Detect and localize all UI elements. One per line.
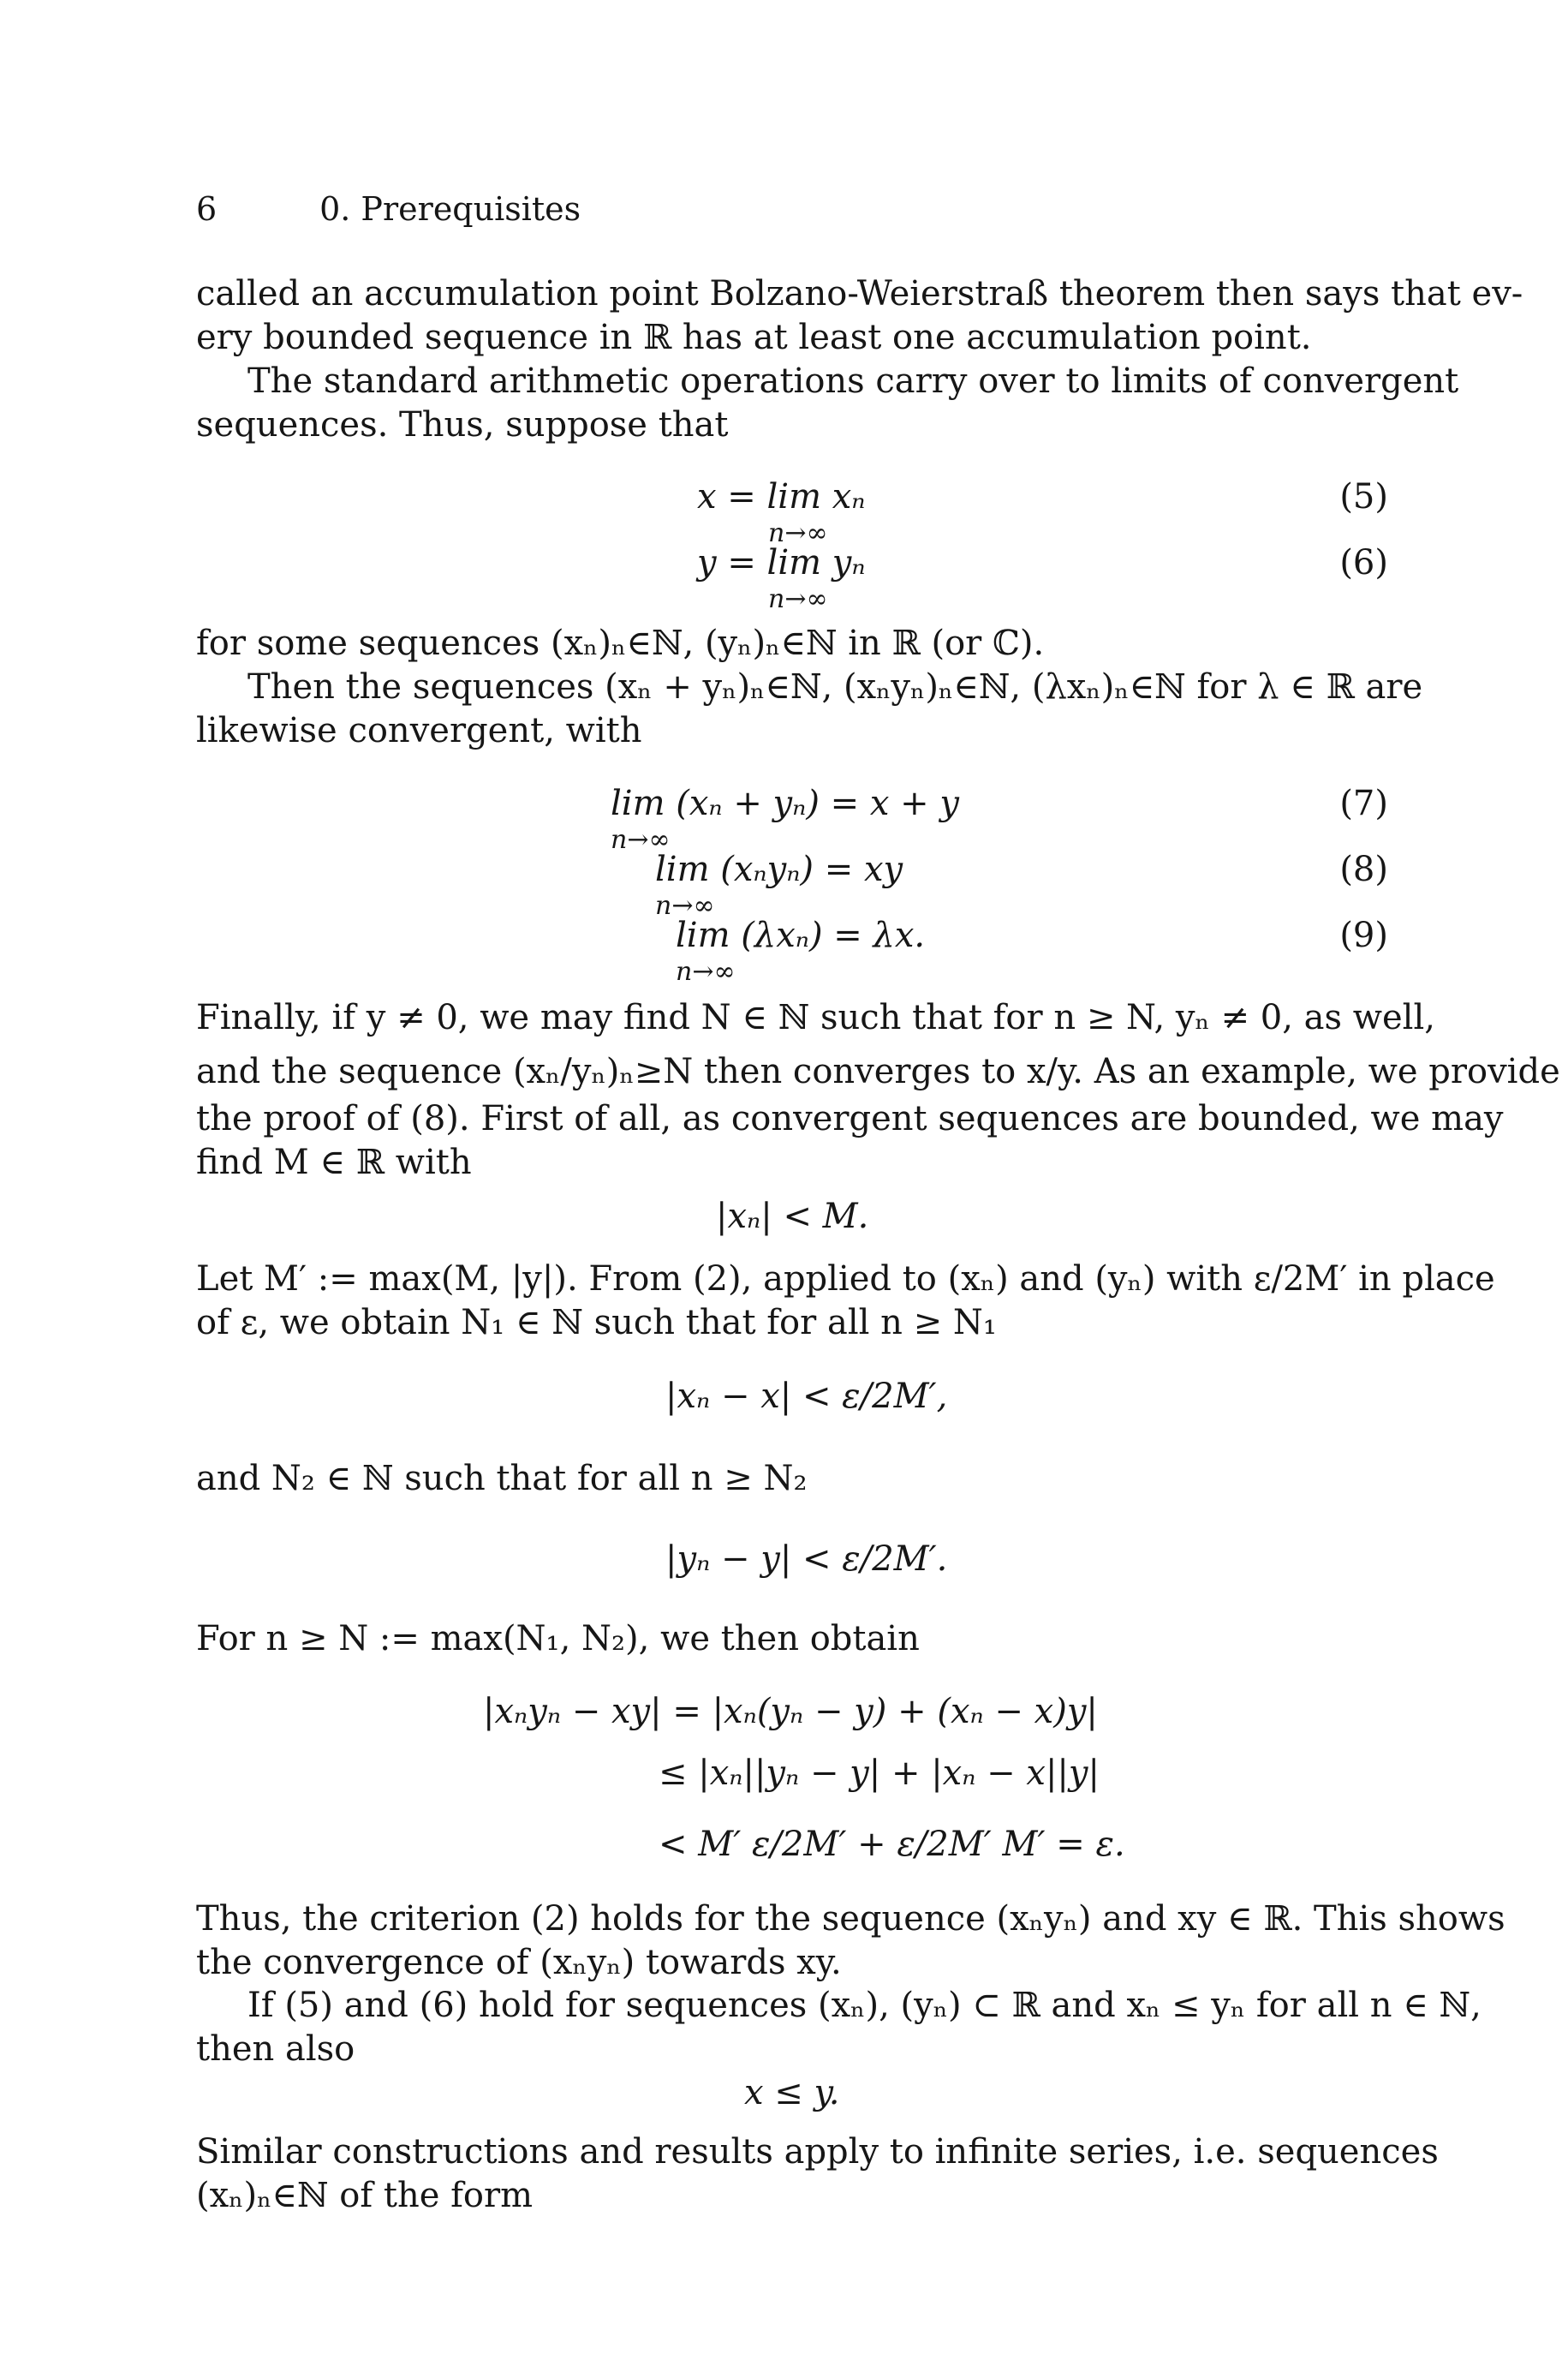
equation-expression: ≤ |xₙ||yₙ − y| + |xₙ − x||y| [659, 1754, 1100, 1793]
equation-chain-line-2 [196, 1752, 1388, 1803]
text-line: Similar constructions and results apply to infinite series, i.e. sequences [196, 2132, 1439, 2172]
text-line: find M ∈ ℝ with [196, 1143, 472, 1182]
text-line: the convergence of (xₙyₙ) towards xy. [196, 1943, 842, 1982]
equation-5 [196, 475, 1388, 548]
equation-chain-line-1 [196, 1690, 1388, 1742]
equation-number: (8) [1339, 850, 1388, 889]
paragraph-criterion [196, 1897, 1505, 1985]
text-line: Then the sequences (xₙ + yₙ)ₙ∈ℕ, (xₙyₙ)ₙ∈ℕ, (λxₙ)ₙ∈ℕ for λ ∈ ℝ are [247, 667, 1423, 707]
equation-bound [196, 1195, 1388, 1242]
equation-7 [196, 782, 1388, 855]
equation-expression: |xₙyₙ − xy| = |xₙ(yₙ − y) + (xₙ − x)y| [483, 1692, 1098, 1731]
text-line: Thus, the criterion (2) holds for the sequence (xₙyₙ) and xy ∈ ℝ. This shows [196, 1899, 1505, 1939]
equation-number: (9) [1339, 916, 1388, 955]
equation-ineq-y [196, 1538, 1388, 1589]
text-line: and the sequence (xₙ/yₙ)ₙ≥N then converges to x/y. As an example, we provide [196, 1052, 1560, 1091]
text-line: likewise convergent, with [196, 711, 642, 750]
equation-expression: |yₙ − y| < ε/2M′. [665, 1539, 948, 1579]
paragraph-n2 [196, 1457, 1388, 1501]
text-line: If (5) and (6) hold for sequences (xₙ), (yₙ) ⊂ ℝ and xₙ ≤ yₙ for all n ∈ ℕ, [247, 1986, 1482, 2025]
limit-subscript: n→∞ [655, 891, 715, 921]
limit-subscript: n→∞ [611, 825, 671, 855]
text-line: the proof of (8). First of all, as convergent sequences are bounded, we may [196, 1099, 1504, 1138]
text-line: of ε, we obtain N₁ ∈ ℕ such that for all n ≥ N₁ [196, 1303, 997, 1342]
equation-number: (5) [1339, 477, 1388, 517]
text-line: called an accumulation point Bolzano-Weierstraß theorem then says that ev- [196, 274, 1523, 314]
paragraph-order [196, 1984, 1482, 2071]
equation-chain-line-3 [196, 1823, 1388, 1874]
paragraph-max [196, 1258, 1495, 1345]
text-line: sequences. Thus, suppose that [196, 405, 729, 445]
page-number: 6 [196, 190, 218, 228]
equation-number: (6) [1339, 543, 1388, 583]
text-line: Finally, if y ≠ 0, we may find N ∈ ℕ such that for n ≥ N, yₙ ≠ 0, as well, [196, 998, 1435, 1037]
text-line: for some sequences (xₙ)ₙ∈ℕ, (yₙ)ₙ∈ℕ in ℝ (or ℂ). [196, 624, 1045, 663]
paragraph-convergent [196, 666, 1423, 753]
equation-order [196, 2071, 1388, 2118]
text-line: (xₙ)ₙ∈ℕ of the form [196, 2176, 534, 2215]
limit-subscript: n→∞ [768, 584, 828, 614]
equation-6 [196, 541, 1388, 614]
text-line: ery bounded sequence in ℝ has at least one accumulation point. [196, 318, 1312, 357]
paragraph-series [196, 2130, 1439, 2218]
equation-expression: x ≤ y. [744, 2073, 840, 2112]
text-line: then also [196, 2029, 355, 2069]
equation-expression: lim (λxₙ) = λx. [676, 916, 926, 955]
equation-expression: |xₙ| < M. [716, 1197, 869, 1236]
equation-9 [196, 914, 1388, 987]
paragraph-arithmetic [196, 360, 1459, 447]
limit-subscript: n→∞ [768, 518, 828, 548]
equation-expression: |xₙ − x| < ε/2M′, [665, 1377, 948, 1416]
equation-expression: lim (xₙ + yₙ) = x + y [611, 784, 960, 823]
paragraph-sequences [196, 622, 1388, 666]
text-line: and N₂ ∈ ℕ such that for all n ≥ N₂ [196, 1459, 808, 1498]
equation-8 [196, 848, 1388, 921]
text-line: Let M′ := max(M, |y|). From (2), applied to (xₙ) and (yₙ) with ε/2M′ in place [196, 1259, 1495, 1299]
limit-subscript: n→∞ [676, 957, 736, 987]
paragraph-obtain [196, 1617, 1388, 1661]
chapter-title: 0. Prerequisites [319, 190, 581, 228]
equation-expression: lim (xₙyₙ) = xy [655, 850, 903, 889]
equation-ineq-x [196, 1375, 1388, 1426]
paragraph-accumulation-point [196, 272, 1523, 360]
running-header [196, 190, 581, 228]
text-line: The standard arithmetic operations carry over to limits of convergent [247, 361, 1459, 401]
equation-number: (7) [1339, 784, 1388, 823]
paragraph-quotient [196, 996, 1560, 1185]
equation-expression: x = lim xₙ [697, 477, 866, 517]
equation-expression: y = lim yₙ [697, 543, 866, 583]
text-line: For n ≥ N := max(N₁, N₂), we then obtain [196, 1619, 920, 1658]
equation-expression: < M′ ε/2M′ + ε/2M′ M′ = ε. [659, 1825, 1125, 1864]
